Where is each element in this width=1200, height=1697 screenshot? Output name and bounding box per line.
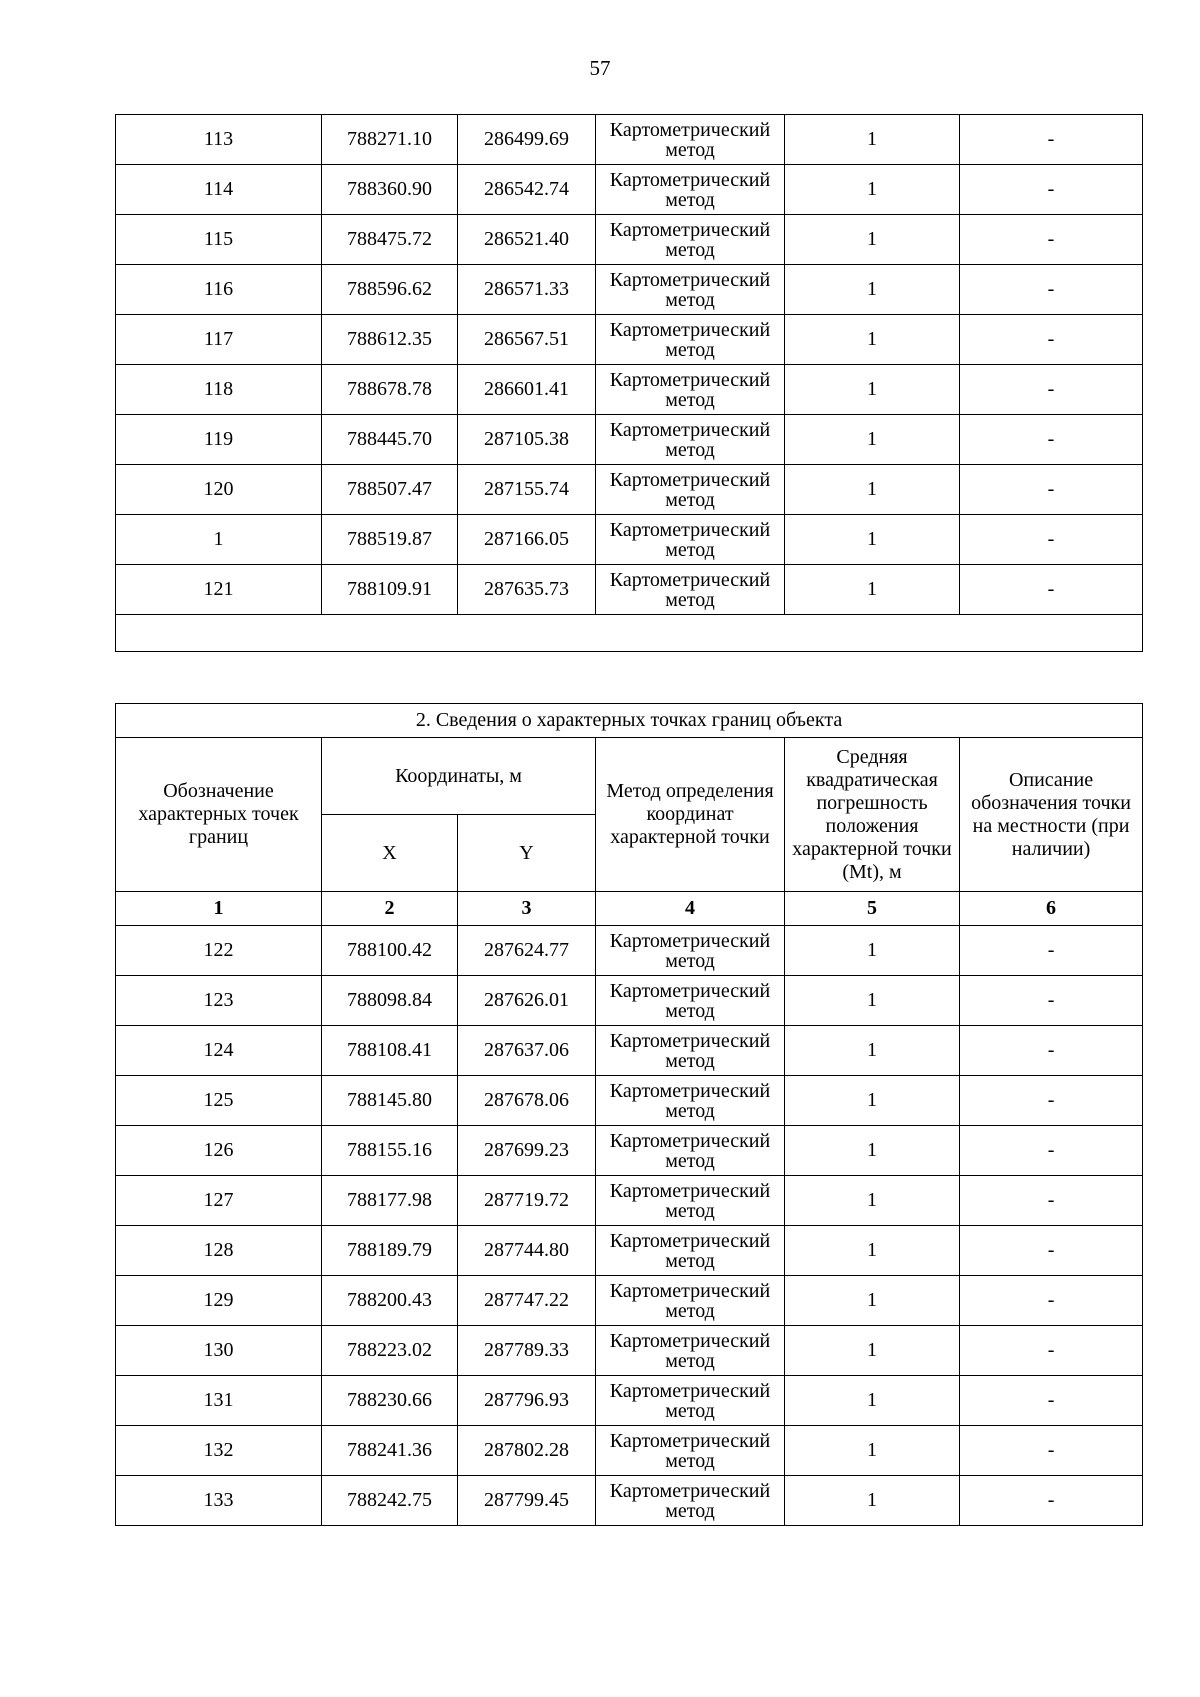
point-number-cell: 126	[116, 1126, 322, 1176]
header-method: Метод определения координат характерной точки	[596, 738, 785, 892]
error-cell: 1	[785, 976, 960, 1026]
description-cell: -	[960, 1376, 1143, 1426]
x-coordinate-cell: 788519.87	[322, 515, 458, 565]
column-number: 3	[458, 892, 596, 926]
x-coordinate-cell: 788445.70	[322, 415, 458, 465]
table-row	[116, 265, 1143, 315]
error-cell: 1	[785, 1126, 960, 1176]
table-row	[116, 1476, 1143, 1526]
column-number: 4	[596, 892, 785, 926]
table-row	[116, 215, 1143, 265]
table-body	[116, 926, 1143, 1526]
description-cell: -	[960, 165, 1143, 215]
error-cell: 1	[785, 1076, 960, 1126]
point-number-cell: 116	[116, 265, 322, 315]
point-number-cell: 125	[116, 1076, 322, 1126]
description-cell: -	[960, 565, 1143, 615]
error-cell: 1	[785, 926, 960, 976]
method-cell: Картометрический метод	[596, 1376, 785, 1426]
error-cell: 1	[785, 1026, 960, 1076]
y-coordinate-cell: 287799.45	[458, 1476, 596, 1526]
point-number-cell: 120	[116, 465, 322, 515]
x-coordinate-cell: 788241.36	[322, 1426, 458, 1476]
description-cell: -	[960, 1326, 1143, 1376]
method-cell: Картометрический метод	[596, 1226, 785, 1276]
error-cell: 1	[785, 1326, 960, 1376]
point-number-cell: 1	[116, 515, 322, 565]
error-cell: 1	[785, 215, 960, 265]
y-coordinate-cell: 287802.28	[458, 1426, 596, 1476]
y-coordinate-cell: 287626.01	[458, 976, 596, 1026]
empty-cell	[116, 615, 1143, 652]
error-cell: 1	[785, 1476, 960, 1526]
column-number: 2	[322, 892, 458, 926]
method-cell: Картометрический метод	[596, 515, 785, 565]
description-cell: -	[960, 1176, 1143, 1226]
y-coordinate-cell: 287155.74	[458, 465, 596, 515]
table-row	[116, 115, 1143, 165]
header-y: Y	[458, 815, 596, 892]
table-row	[116, 1276, 1143, 1326]
x-coordinate-cell: 788360.90	[322, 165, 458, 215]
error-cell: 1	[785, 315, 960, 365]
point-number-cell: 130	[116, 1326, 322, 1376]
method-cell: Картометрический метод	[596, 565, 785, 615]
error-cell: 1	[785, 1276, 960, 1326]
y-coordinate-cell: 286601.41	[458, 365, 596, 415]
error-cell: 1	[785, 1376, 960, 1426]
x-coordinate-cell: 788177.98	[322, 1176, 458, 1226]
y-coordinate-cell: 287166.05	[458, 515, 596, 565]
coordinates-table-continued	[115, 114, 1143, 652]
x-coordinate-cell: 788612.35	[322, 315, 458, 365]
description-cell: -	[960, 1026, 1143, 1076]
header-error: Средняя квадратическая погрешность положения характерной точки (Mt), м	[785, 738, 960, 892]
description-cell: -	[960, 315, 1143, 365]
x-coordinate-cell: 788596.62	[322, 265, 458, 315]
method-cell: Картометрический метод	[596, 1076, 785, 1126]
description-cell: -	[960, 365, 1143, 415]
y-coordinate-cell: 286542.74	[458, 165, 596, 215]
y-coordinate-cell: 287744.80	[458, 1226, 596, 1276]
method-cell: Картометрический метод	[596, 1026, 785, 1076]
table-row	[116, 315, 1143, 365]
error-cell: 1	[785, 115, 960, 165]
y-coordinate-cell: 287624.77	[458, 926, 596, 976]
point-number-cell: 131	[116, 1376, 322, 1426]
y-coordinate-cell: 287719.72	[458, 1176, 596, 1226]
y-coordinate-cell: 287678.06	[458, 1076, 596, 1126]
x-coordinate-cell: 788098.84	[322, 976, 458, 1026]
x-coordinate-cell: 788230.66	[322, 1376, 458, 1426]
method-cell: Картометрический метод	[596, 365, 785, 415]
error-cell: 1	[785, 515, 960, 565]
x-coordinate-cell: 788271.10	[322, 115, 458, 165]
x-coordinate-cell: 788200.43	[322, 1276, 458, 1326]
header-coordinates: Координаты, м	[322, 738, 596, 815]
x-coordinate-cell: 788100.42	[322, 926, 458, 976]
x-coordinate-cell: 788507.47	[322, 465, 458, 515]
y-coordinate-cell: 287105.38	[458, 415, 596, 465]
description-cell: -	[960, 415, 1143, 465]
error-cell: 1	[785, 1226, 960, 1276]
description-cell: -	[960, 215, 1143, 265]
table-row	[116, 565, 1143, 615]
method-cell: Картометрический метод	[596, 215, 785, 265]
error-cell: 1	[785, 1426, 960, 1476]
error-cell: 1	[785, 1176, 960, 1226]
point-number-cell: 118	[116, 365, 322, 415]
description-cell: -	[960, 515, 1143, 565]
y-coordinate-cell: 287635.73	[458, 565, 596, 615]
column-number: 5	[785, 892, 960, 926]
method-cell: Картометрический метод	[596, 1426, 785, 1476]
table-row	[116, 976, 1143, 1026]
header-point: Обозначение характерных точек границ	[116, 738, 322, 892]
x-coordinate-cell: 788475.72	[322, 215, 458, 265]
point-number-cell: 124	[116, 1026, 322, 1076]
table-row	[116, 1426, 1143, 1476]
y-coordinate-cell: 287796.93	[458, 1376, 596, 1426]
y-coordinate-cell: 286521.40	[458, 215, 596, 265]
characteristic-points-table	[115, 703, 1143, 1526]
error-cell: 1	[785, 565, 960, 615]
x-coordinate-cell: 788189.79	[322, 1226, 458, 1276]
point-number-cell: 114	[116, 165, 322, 215]
error-cell: 1	[785, 465, 960, 515]
x-coordinate-cell: 788678.78	[322, 365, 458, 415]
method-cell: Картометрический метод	[596, 465, 785, 515]
y-coordinate-cell: 286499.69	[458, 115, 596, 165]
point-number-cell: 115	[116, 215, 322, 265]
point-number-cell: 113	[116, 115, 322, 165]
table-row	[116, 1076, 1143, 1126]
method-cell: Картометрический метод	[596, 165, 785, 215]
description-cell: -	[960, 1226, 1143, 1276]
description-cell: -	[960, 976, 1143, 1026]
table-row	[116, 1026, 1143, 1076]
table-row	[116, 1376, 1143, 1426]
point-number-cell: 117	[116, 315, 322, 365]
point-number-cell: 121	[116, 565, 322, 615]
error-cell: 1	[785, 415, 960, 465]
description-cell: -	[960, 265, 1143, 315]
y-coordinate-cell: 286567.51	[458, 315, 596, 365]
error-cell: 1	[785, 365, 960, 415]
description-cell: -	[960, 1276, 1143, 1326]
header-description: Описание обозначения точки на местности (при наличии)	[960, 738, 1143, 892]
point-number-cell: 122	[116, 926, 322, 976]
point-number-cell: 127	[116, 1176, 322, 1226]
description-cell: -	[960, 926, 1143, 976]
method-cell: Картометрический метод	[596, 1476, 785, 1526]
method-cell: Картометрический метод	[596, 265, 785, 315]
section-title: 2. Сведения о характерных точках границ объекта	[116, 704, 1143, 738]
point-number-cell: 128	[116, 1226, 322, 1276]
method-cell: Картометрический метод	[596, 115, 785, 165]
x-coordinate-cell: 788109.91	[322, 565, 458, 615]
y-coordinate-cell: 287747.22	[458, 1276, 596, 1326]
table-row	[116, 926, 1143, 976]
y-coordinate-cell: 287699.23	[458, 1126, 596, 1176]
header-x: X	[322, 815, 458, 892]
table-body	[116, 115, 1143, 615]
x-coordinate-cell: 788155.16	[322, 1126, 458, 1176]
method-cell: Картометрический метод	[596, 976, 785, 1026]
error-cell: 1	[785, 165, 960, 215]
description-cell: -	[960, 1426, 1143, 1476]
error-cell: 1	[785, 265, 960, 315]
method-cell: Картометрический метод	[596, 1326, 785, 1376]
method-cell: Картометрический метод	[596, 415, 785, 465]
point-number-cell: 133	[116, 1476, 322, 1526]
column-number: 6	[960, 892, 1143, 926]
page-number: 57	[589, 56, 611, 80]
method-cell: Картометрический метод	[596, 1276, 785, 1326]
x-coordinate-cell: 788223.02	[322, 1326, 458, 1376]
point-number-cell: 132	[116, 1426, 322, 1476]
table-row	[116, 1226, 1143, 1276]
table-row	[116, 365, 1143, 415]
table-row	[116, 165, 1143, 215]
column-number: 1	[116, 892, 322, 926]
description-cell: -	[960, 115, 1143, 165]
description-cell: -	[960, 1126, 1143, 1176]
method-cell: Картометрический метод	[596, 1126, 785, 1176]
description-cell: -	[960, 1476, 1143, 1526]
column-number-row	[116, 892, 1143, 926]
table-row	[116, 1176, 1143, 1226]
table-row	[116, 515, 1143, 565]
method-cell: Картометрический метод	[596, 926, 785, 976]
method-cell: Картометрический метод	[596, 315, 785, 365]
method-cell: Картометрический метод	[596, 1176, 785, 1226]
table-row	[116, 415, 1143, 465]
table-row	[116, 1126, 1143, 1176]
table-row	[116, 1326, 1143, 1376]
point-number-cell: 123	[116, 976, 322, 1026]
x-coordinate-cell: 788242.75	[322, 1476, 458, 1526]
description-cell: -	[960, 465, 1143, 515]
y-coordinate-cell: 286571.33	[458, 265, 596, 315]
y-coordinate-cell: 287789.33	[458, 1326, 596, 1376]
x-coordinate-cell: 788108.41	[322, 1026, 458, 1076]
table-row	[116, 465, 1143, 515]
point-number-cell: 129	[116, 1276, 322, 1326]
description-cell: -	[960, 1076, 1143, 1126]
empty-row	[116, 615, 1143, 652]
y-coordinate-cell: 287637.06	[458, 1026, 596, 1076]
point-number-cell: 119	[116, 415, 322, 465]
x-coordinate-cell: 788145.80	[322, 1076, 458, 1126]
